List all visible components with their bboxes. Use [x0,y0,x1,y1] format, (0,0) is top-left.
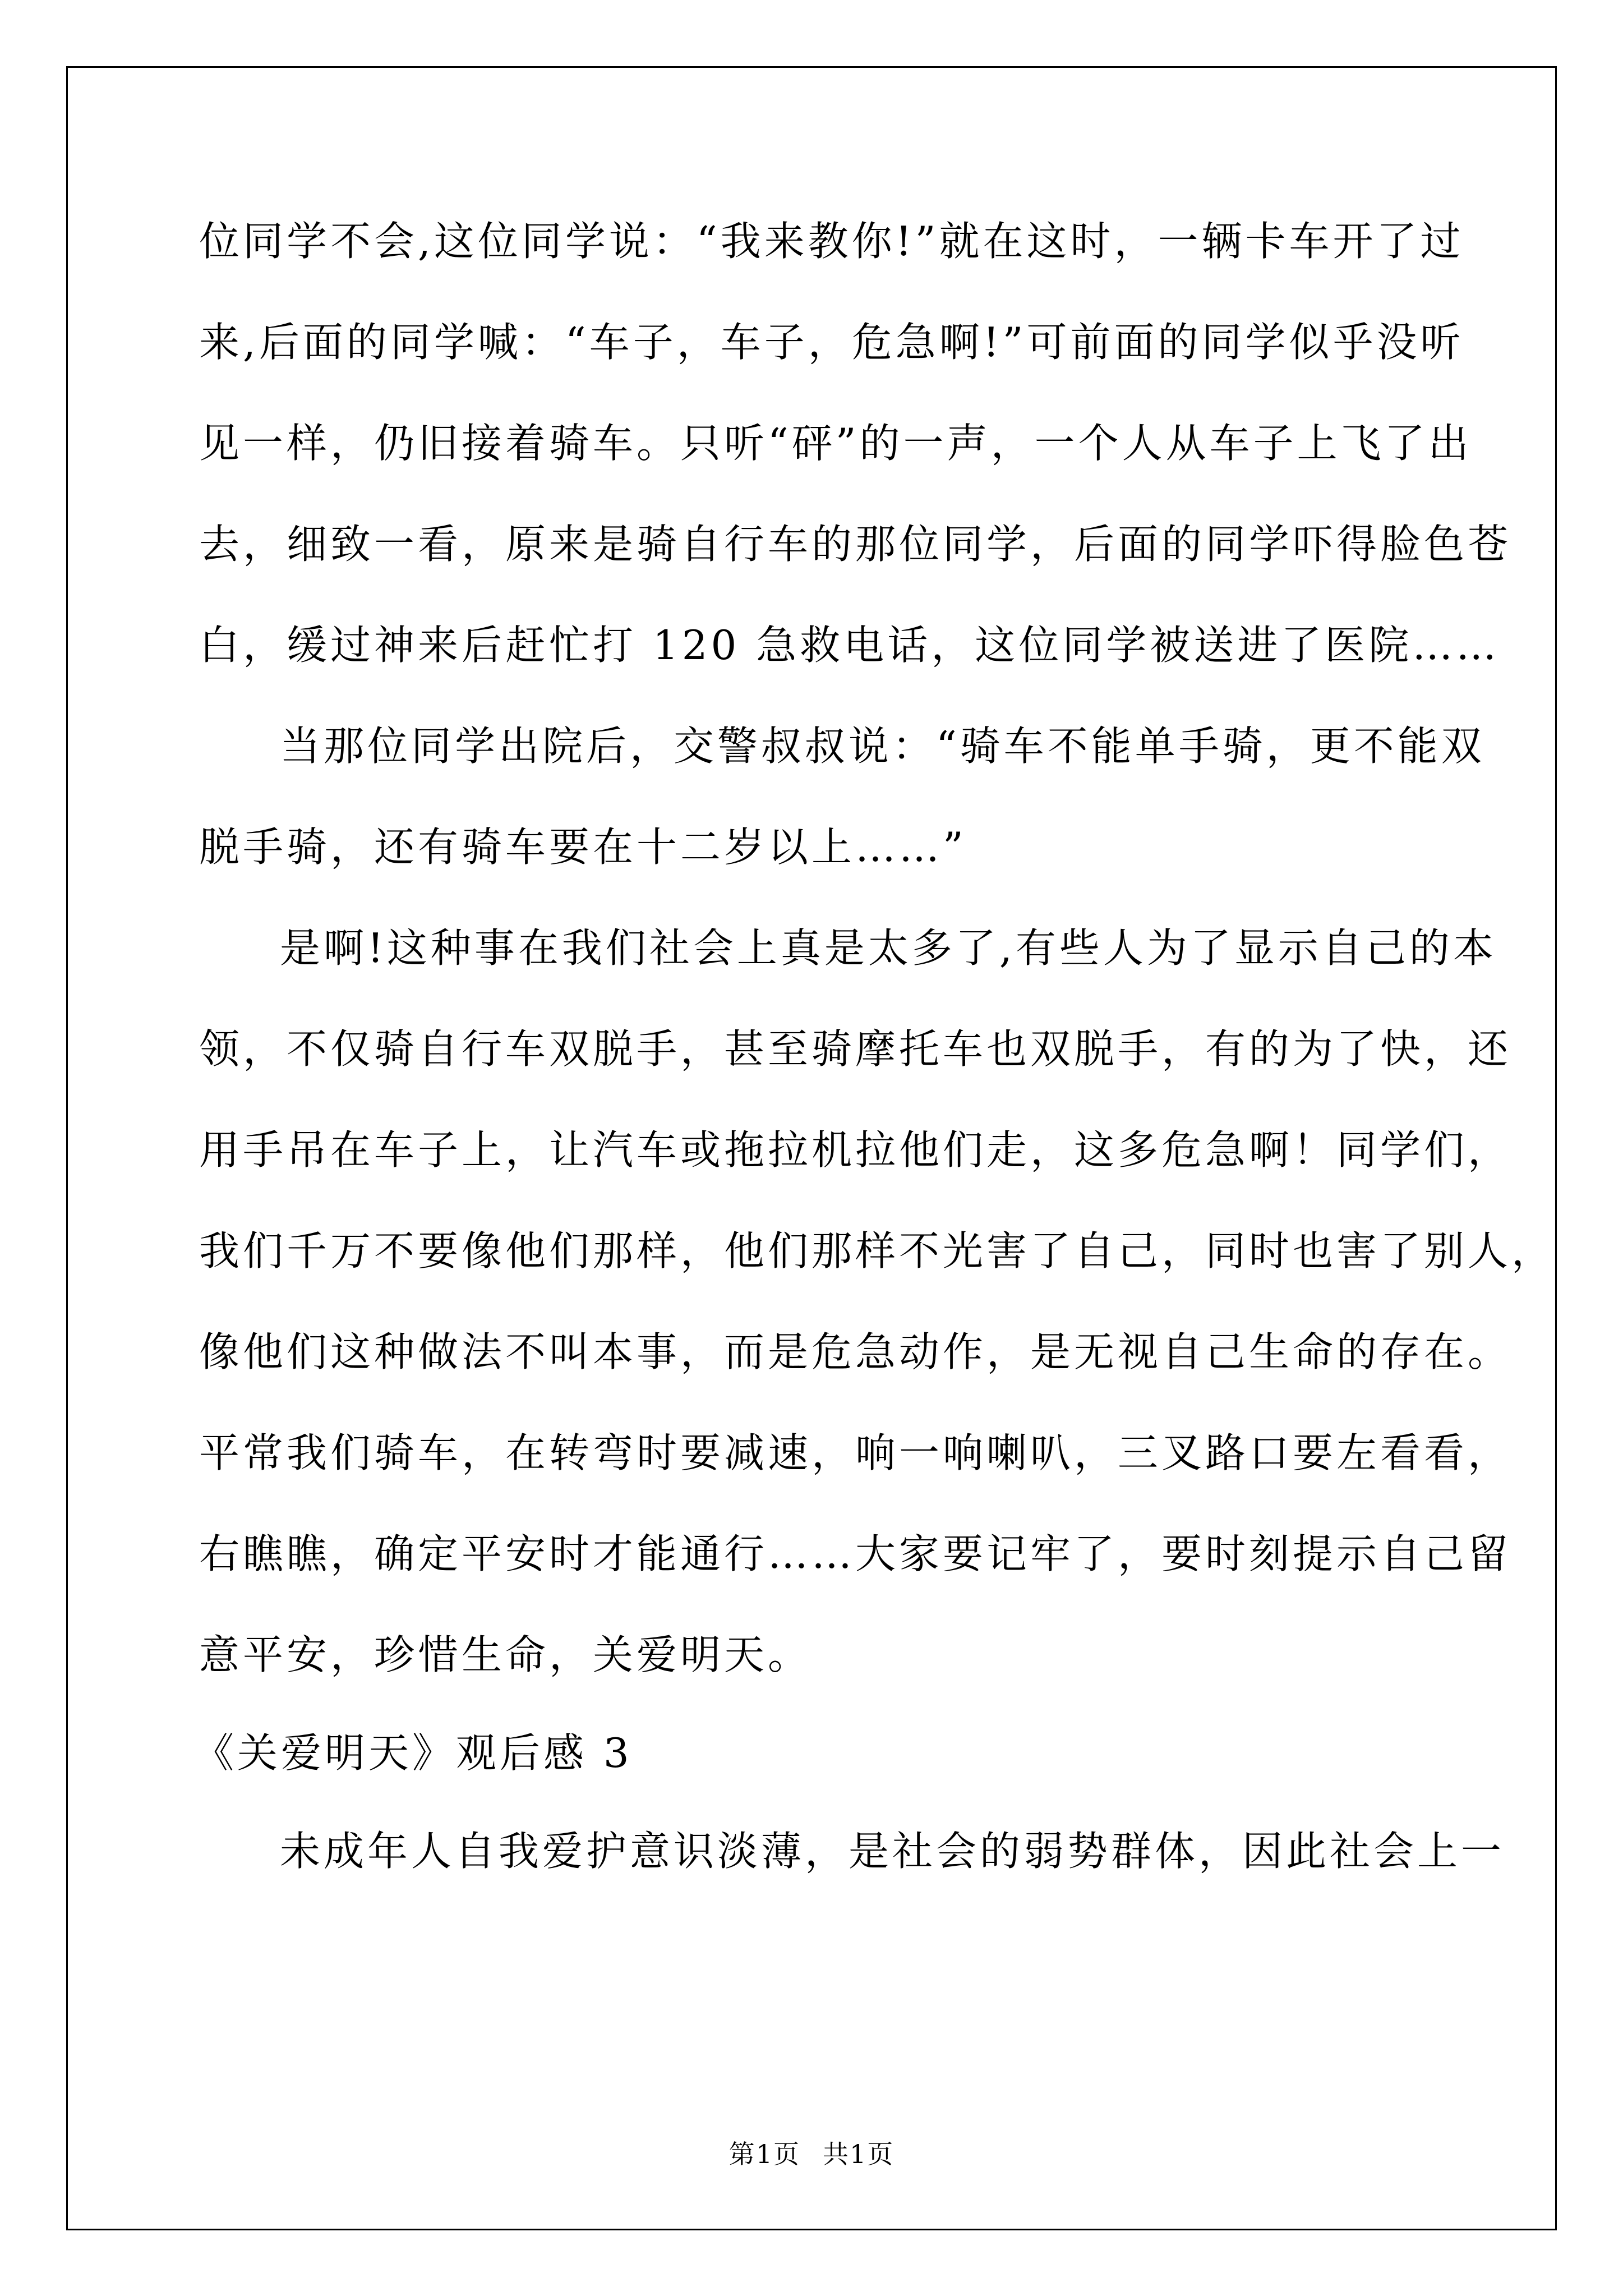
paragraph-start-line: 当那位同学出院后，交警叔叔说：“骑车不能单手骑，更不能双 [280,723,1485,770]
text-line: 白，缓过神来后赶忙打 120 急救电话，这位同学被送进了医院…… [199,622,1500,669]
text-line: 我们千万不要像他们那样，他们那样不光害了自己，同时也害了别人， [199,1227,1556,1274]
text-line: 见一样，仍旧接着骑车。只听“砰”的一声，一个人从车子上飞了出 [199,420,1472,467]
text-line: 用手吊在车子上，让汽车或拖拉机拉他们走，这多危急啊！同学们， [199,1126,1512,1174]
total-pages: 共1页 [823,2139,895,2169]
text-line: 来,后面的同学喊：“车子，车子，危急啊!”可前面的同学似乎没听 [199,319,1464,366]
paragraph-start-line: 是啊!这种事在我们社会上真是太多了,有些人为了显示自己的本 [280,924,1497,972]
text-line: 意平安，珍惜生命，关爱明天。 [199,1631,812,1678]
text-line: 平常我们骑车，在转弯时要减速，响一响喇叭，三叉路口要左看看， [199,1429,1512,1476]
page-footer [0,2137,1623,2171]
text-line: 领，不仅骑自行车双脱手，甚至骑摩托车也双脱手，有的为了快，还 [199,1025,1512,1073]
section-heading: 《关爱明天》观后感 3 [193,1729,633,1777]
text-line: 右瞧瞧，确定平安时才能通行……大家要记牢了，要时刻提示自己留 [199,1530,1512,1577]
text-line: 位同学不会,这位同学说：“我来教你!”就在这时，一辆卡车开了过 [199,218,1464,265]
paragraph-start-line: 未成年人自我爱护意识淡薄，是社会的弱势群体，因此社会上一 [280,1828,1505,1875]
page-number: 第1页 [728,2139,800,2169]
text-line: 去，细致一看，原来是骑自行车的那位同学，后面的同学吓得脸色苍 [199,521,1512,568]
text-line: 像他们这种做法不叫本事，而是危急动作，是无视自己生命的存在。 [199,1328,1512,1375]
text-line: 脱手骑，还有骑车要在十二岁以上……” [199,823,967,871]
